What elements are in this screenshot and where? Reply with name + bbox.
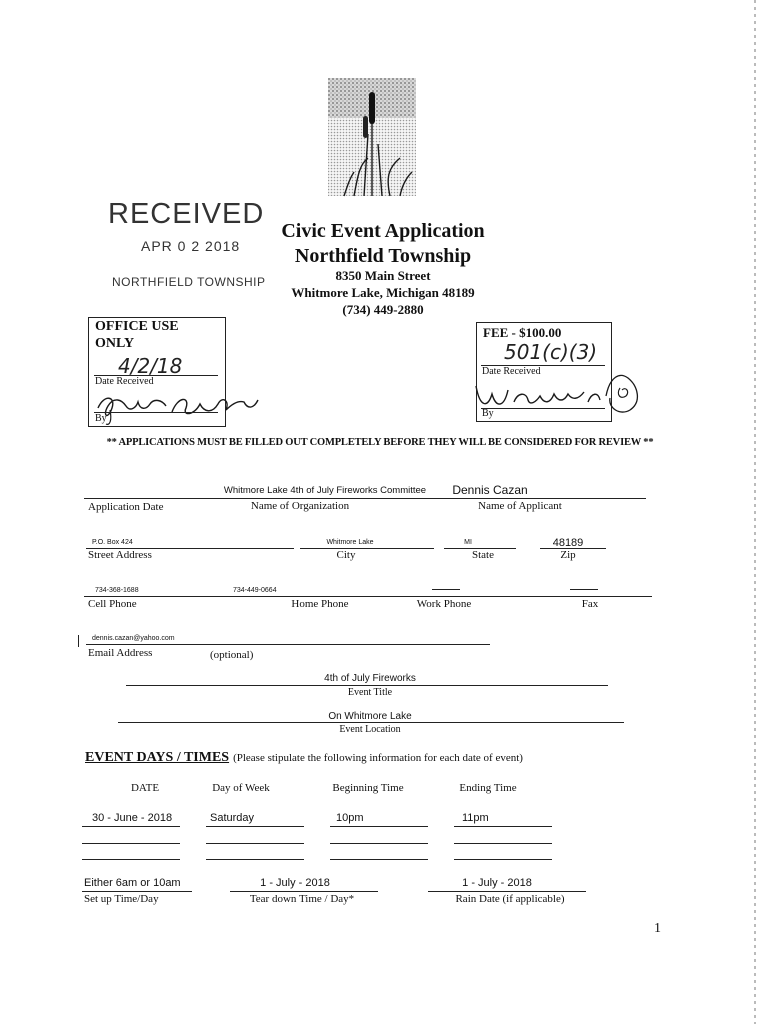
applicant-label: Name of Applicant (478, 500, 562, 512)
event-title-label: Event Title (347, 687, 393, 698)
work-label: Work Phone (416, 598, 472, 610)
setup-line (82, 891, 192, 892)
home-label: Home Phone (291, 598, 349, 610)
application-date-label: Application Date (88, 501, 164, 513)
email-value[interactable]: dennis.cazan@yahoo.com (92, 635, 175, 642)
received-text: RECEIVED (108, 198, 265, 230)
col-day-of-week: Day of Week (212, 782, 270, 794)
stamp-township: NORTHFIELD TOWNSHIP (112, 275, 266, 289)
fee-by-label: By (482, 408, 494, 419)
organization-label: Name of Organization (250, 500, 350, 512)
rain-value[interactable]: 1 - July - 2018 (462, 877, 532, 889)
stamp-date: APR 0 2 2018 (141, 238, 241, 254)
fax-dash (570, 589, 598, 590)
cattail-logo (324, 74, 420, 200)
setup-label: Set up Time/Day (84, 893, 159, 905)
teardown-line (230, 891, 378, 892)
row1-day[interactable]: Saturday (210, 812, 255, 824)
teardown-label: Tear down Time / Day* (249, 893, 355, 905)
scan-edge (754, 0, 756, 1024)
fee-by-line (481, 408, 605, 409)
township-title: Northfield Township (294, 245, 472, 267)
col-beginning-time: Beginning Time (332, 782, 404, 794)
header-street: 8350 Main Street (335, 268, 431, 283)
row1-end[interactable]: 11pm (462, 812, 489, 824)
office-by-label: By (95, 413, 107, 424)
fee-amount: FEE - $100.00 (483, 325, 562, 340)
event-location-line (118, 722, 624, 723)
fee-note-handwritten: 501(c)(3) (504, 340, 598, 364)
office-use-title-2: ONLY (95, 336, 135, 351)
rain-label: Rain Date (if applicable) (455, 893, 565, 905)
home-value[interactable]: 734-449-0664 (233, 587, 277, 594)
teardown-value[interactable]: 1 - July - 2018 (260, 877, 330, 889)
setup-value[interactable]: Either 6am or 10am (84, 877, 181, 889)
state-label: State (472, 549, 494, 561)
work-dash (432, 589, 460, 590)
event-title-value[interactable]: 4th of July Fireworks (324, 673, 416, 684)
event-location-label: Event Location (339, 724, 401, 735)
zip-label: Zip (560, 549, 576, 561)
city-value[interactable]: Whitmore Lake (326, 539, 374, 546)
page-number: 1 (654, 921, 661, 936)
phone-line (84, 596, 652, 597)
applications-notice: ** APPLICATIONS MUST BE FILLED OUT COMPLETELY BEFORE THEY WILL BE CONSIDERED FOR REVIEW ** (106, 437, 654, 448)
office-by-line (94, 412, 218, 413)
office-date-handwritten: 4/2/18 (118, 354, 183, 378)
city-label: City (336, 549, 356, 561)
street-value[interactable]: P.O. Box 424 (92, 539, 133, 546)
row1-begin[interactable]: 10pm (336, 812, 364, 824)
col-ending-time: Ending Time (459, 782, 517, 794)
row1-date[interactable]: 30 - June - 2018 (92, 812, 173, 824)
event-days-note: (Please stipulate the following information for each date of event) (233, 752, 523, 764)
optional-line (204, 644, 490, 645)
event-title-line (126, 685, 608, 686)
street-label: Street Address (88, 549, 152, 561)
form-title: Civic Event Application (281, 220, 485, 242)
zip-value[interactable]: 48189 (552, 537, 584, 549)
col-date: DATE (130, 782, 160, 794)
fax-label: Fax (581, 598, 599, 610)
office-use-title-1: OFFICE USE (95, 319, 179, 334)
event-days-title: EVENT DAYS / TIMES (85, 750, 230, 765)
margin-mark (78, 635, 79, 647)
office-signature (92, 386, 262, 426)
office-date-label: Date Received (95, 376, 154, 387)
event-days-heading (85, 748, 523, 766)
cell-label: Cell Phone (88, 598, 137, 610)
header-city: Whitmore Lake, Michigan 48189 (291, 285, 475, 300)
optional-label: (optional) (210, 649, 254, 661)
applicant-value[interactable]: Dennis Cazan (452, 483, 528, 497)
event-location-value[interactable]: On Whitmore Lake (328, 711, 412, 722)
row1-line (84, 498, 646, 499)
received-stamp (108, 198, 268, 231)
email-label: Email Address (88, 647, 153, 659)
state-value[interactable]: MI (464, 539, 472, 546)
header-phone: (734) 449-2880 (342, 302, 424, 317)
fee-date-label: Date Received (482, 366, 541, 377)
organization-value[interactable]: Whitmore Lake 4th of July Fireworks Committee (223, 485, 427, 496)
rain-line (428, 891, 586, 892)
cell-value[interactable]: 734-368-1688 (95, 587, 139, 594)
